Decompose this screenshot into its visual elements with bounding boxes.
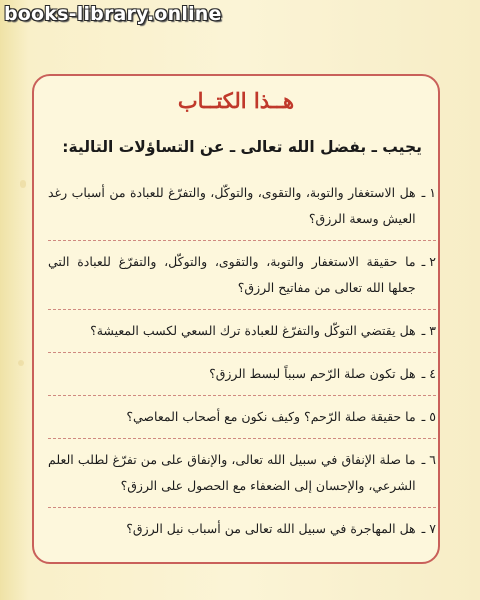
question-item xyxy=(48,404,436,439)
question-number: ٧ ـ xyxy=(421,521,436,536)
page-scuff xyxy=(20,180,26,188)
question-item xyxy=(48,180,436,241)
watermark: books-library.online xyxy=(4,3,222,25)
question-text: ما صلة الإنفاق في سبيل الله تعالى، والإنفاق على من تفرّغ لطلب العلم الشرعي، والإحسان إلى الضعفاء مع الحصول على الرزق؟ xyxy=(48,452,416,493)
question-item xyxy=(48,447,436,508)
question-text: هل المهاجرة في سبيل الله تعالى من أسباب نيل الرزق؟ xyxy=(126,521,416,536)
question-text: ما حقيقة الاستغفار والتوبة، والتقوى، والتوكّل، والتفرّغ للعبادة التي جعلها الله تعالى من مفاتيح الرزق؟ xyxy=(48,254,416,295)
question-item xyxy=(48,516,436,550)
question-text: ما حقيقة صلة الرّحم؟ وكيف نكون مع أصحاب المعاصي؟ xyxy=(126,409,416,424)
question-number: ١ ـ xyxy=(421,185,436,200)
question-text: هل تكون صلة الرّحم سبباً لبسط الرزق؟ xyxy=(209,366,416,381)
page-scuff xyxy=(18,360,24,366)
question-number: ٦ ـ xyxy=(421,452,436,467)
question-text: هل يقتضي التوكّل والتفرّغ للعبادة ترك السعي لكسب المعيشة؟ xyxy=(90,323,416,338)
question-number: ٢ ـ xyxy=(421,254,436,269)
question-number: ٣ ـ xyxy=(421,323,436,338)
question-list xyxy=(48,180,436,558)
question-text: هل الاستغفار والتوبة، والتقوى، والتوكّل، والتفرّغ للعبادة من أسباب رغد العيش وسعة الرزق؟ xyxy=(48,185,416,226)
section-title: هــذا الكتــاب xyxy=(177,88,295,113)
question-number: ٥ ـ xyxy=(421,409,436,424)
section-subtitle: يجيب ـ بفضل الله تعالى ـ عن التساؤلات التالية: xyxy=(62,138,422,156)
question-item xyxy=(48,249,436,310)
question-number: ٤ ـ xyxy=(421,366,436,381)
question-item xyxy=(48,361,436,396)
question-item xyxy=(48,318,436,353)
